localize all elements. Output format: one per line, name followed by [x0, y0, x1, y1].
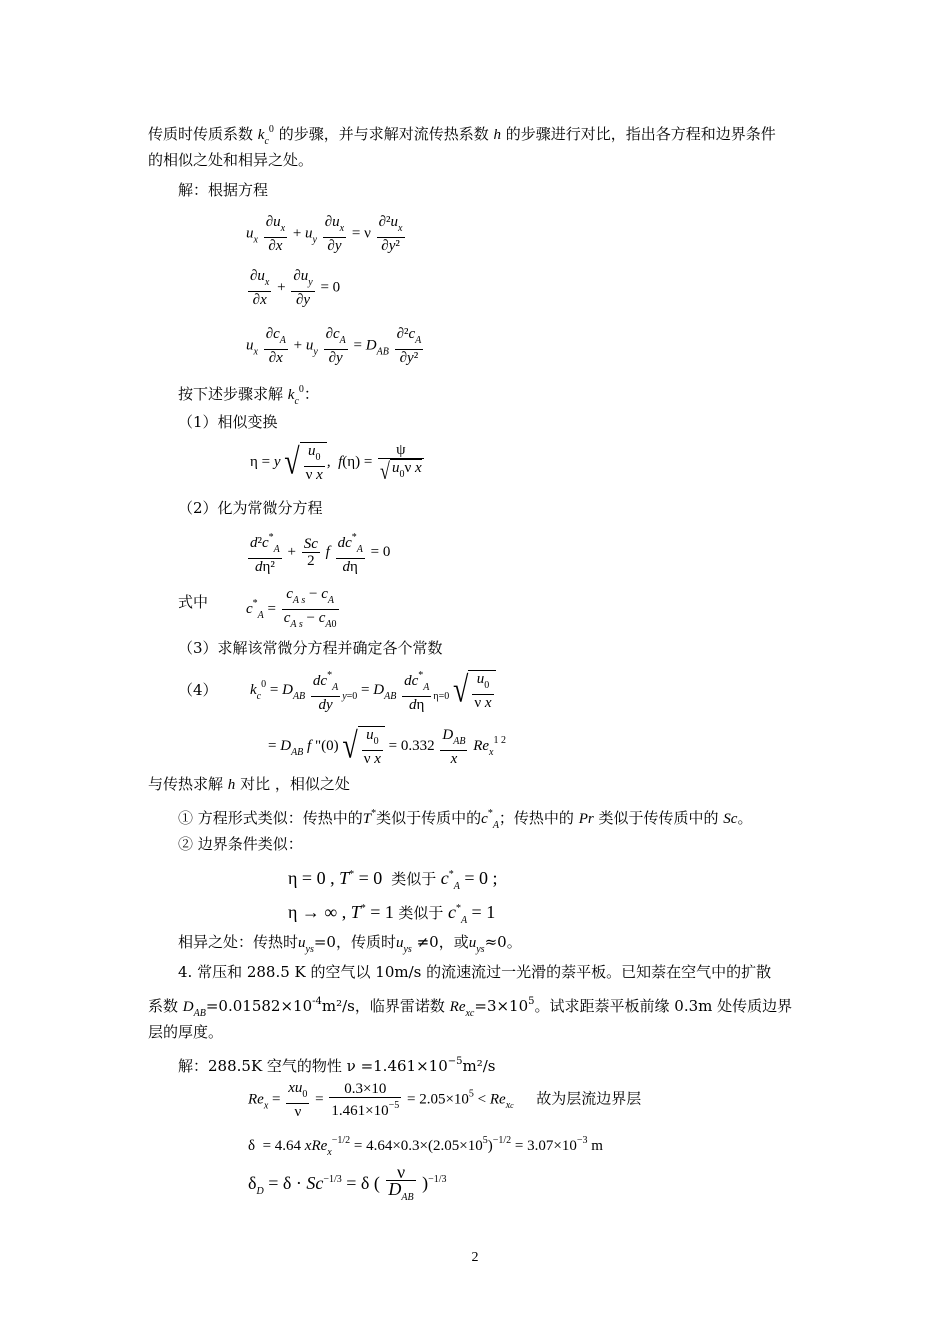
text-span: =0，传质时 — [313, 933, 396, 951]
text-span: 。 — [737, 809, 753, 827]
text-span: ≈0。 — [484, 933, 522, 951]
boundary-condition-1: η = 0 , T* = 0 类似于 $c^*_A = 0$ ; — [288, 868, 498, 892]
paragraph-line: 传质时传质系数 $k_c^0$ 的步骤，并与求解对流传热系数 h 的步骤进行对比，指出各方程和边界条件 — [148, 124, 776, 147]
text-span: 类似于 — [391, 870, 437, 888]
step-heading: （3）求解该常微分方程并确定各个常数 — [178, 639, 443, 657]
solution-label: 解：288.5K 空气的物性 $\nu =1.461\times 10^{-5}m^2/s$ — [178, 1056, 496, 1075]
boundary-layer-thickness-equation: δ = 4.64 $xRe_x^{-1/2} = 4.64\times 0.3\times(2.05\times 10^5)^{-1/2} = 3.07\times 10^{-3}$ m — [248, 1135, 603, 1158]
step-heading: （4） — [178, 681, 218, 699]
text-span: 类似于传质中的 — [376, 809, 482, 827]
step-heading: （2）化为常微分方程 — [178, 499, 323, 517]
difference-line: 相异之处：传热时$u_{ys}=0$，传质时$u_{ys} \ne 0$，或$u_{ys}\approx 0$。 — [178, 933, 522, 955]
text-span: =0.01582×10 — [205, 997, 313, 1015]
similarity-point-1: ① 方程形式类似：传热中的T*类似于传质中的$c^*_A$；传热中的 Pr 类似于传传质中的 Sc。 — [178, 808, 753, 831]
step-heading: （1）相似变换 — [178, 413, 278, 431]
diffusion-equation: $u_x$ $\frac{\partial c_A}{\partial x}$ + $u_y$ $\frac{\partial c_A}{\partial y}$ = $D_{AB}$ $\frac{\partial^2c_A}{\text{∂y²}}$ — [246, 326, 422, 366]
mass-transfer-coefficient-result: = $D_{AB}$ f "(0) √ $\frac{u_0}{\text{ν x}}$ = 0.332 $\frac{D_{AB}}{x}$ $Re_x^{1 2}$ — [268, 725, 506, 767]
text-span: 按下述步骤求解 — [178, 385, 284, 403]
similarity-point-2: ② 边界条件类似： — [178, 835, 303, 853]
solution-label: 解：根据方程 — [178, 181, 269, 199]
text-span: 。试求距萘平板前缘 0.3m 处传质边界 — [534, 997, 793, 1015]
text-span: 解：288.5K 空气的物性 ν =1.461×10 — [178, 1057, 448, 1075]
text-span: 的步骤，并与求解对流传热系数 — [278, 125, 489, 143]
text-span: 对比 ，相似之处 — [240, 775, 350, 793]
boundary-condition-2: η → ∞ , T* = 1 类似于 $c^*_A = 1$ — [288, 902, 496, 926]
text-span: 相异之处：传热时 — [178, 933, 299, 951]
text-span: m²/s，临界雷诺数 — [321, 997, 445, 1015]
text-span: 故为层流边界层 — [536, 1089, 642, 1108]
text-span: 与传热求解 — [148, 775, 224, 793]
text-span: ≠0，或 — [416, 933, 469, 951]
text-span: 的步骤进行对比，指出各方程和边界条件 — [505, 125, 776, 143]
momentum-equation: $u_x$ $\frac{\partial u_x}{\partial x}$ + $u_y$ $\frac{\partial u_x}{\partial y}$ = ν $\frac{\partial^2u_x}{\text{∂y²}}$ — [246, 214, 403, 254]
text-span: m²/s — [462, 1057, 496, 1075]
reynolds-number-equation: $Re_x$ = $\frac{xu_0}{\nu}$ = $\frac{0.3\times 10}{1.461\times 10^{-5}}$ = $2.05\times 10^5 < Re_{xc}$ 故为层流边界层 — [248, 1080, 642, 1120]
text-span: 系数 — [148, 997, 179, 1015]
text-span: ① 方程形式类似：传热中的 — [178, 809, 363, 827]
problem-statement: 系数 $D_{AB}=0.01582\times 10^{-4}m^2/s$，临界雷诺数 $Re_{xc}=3\times 10^5$。试求距萘平板前缘 0.3m 处传质边界 — [148, 996, 793, 1019]
similarity-transform: η = y √ $\frac{u_0}{\text{ν x}}$ , f(η) = $\frac{\psi}{√ u_0\nu x}$ — [250, 441, 422, 484]
ordinary-differential-equation: $\frac{d^2c^*_A}{\text{dη²}}$ + $\frac{Sc}{2}$ f $\frac{dc^*_A}{d\eta}$ = 0 — [250, 532, 391, 575]
steps-intro: 按下述步骤求解 $k_c^0$： — [178, 384, 319, 407]
text-span: 传质时传质系数 — [148, 125, 254, 143]
continuity-equation: $\frac{\partial u_x}{\partial x}$ + $\frac{\partial u_y}{\partial y}$ = 0 — [250, 268, 341, 308]
problem-statement: 层的厚度。 — [148, 1023, 224, 1041]
text-span: 类似于传传质中的 — [598, 809, 719, 827]
text-span: =3×10 — [474, 997, 529, 1015]
formula-label: 式中 — [178, 593, 209, 611]
text-span: 类似于 — [398, 904, 444, 922]
dimensionless-concentration: $c^*_A$ = $\frac{c_{A s} - c_A}{c_{A s} - c_{A0}}$ — [246, 586, 337, 630]
paragraph-line: 的相似之处和相异之处。 — [148, 151, 314, 169]
mass-transfer-coefficient-equation: $k_c^0 = D_{AB}$ $\frac{dc^*_A}{dy}$ $_{y=0} = D_{AB}$ $\frac{dc^*_A}{d\eta}$ $_{\eta=0}$ √ $\frac{u_0}{\text{ν x}}$ — [250, 668, 496, 713]
comparison-line: 与传热求解 h 对比 ，相似之处 — [148, 775, 350, 793]
problem-statement: 4. 常压和 288.5 K 的空气以 10m/s 的流速流过一光滑的萘平板。已知萘在空气中的扩散 — [178, 963, 772, 981]
page-number: 2 — [471, 1250, 479, 1265]
concentration-boundary-layer-equation: $\delta_D = \delta \cdot Sc^{-1/3} = \delta$ ( $\frac{\nu}{D_{AB}}$ )$^{-1/3}$ — [248, 1162, 447, 1203]
text-span: ；传热中的 — [498, 809, 574, 827]
